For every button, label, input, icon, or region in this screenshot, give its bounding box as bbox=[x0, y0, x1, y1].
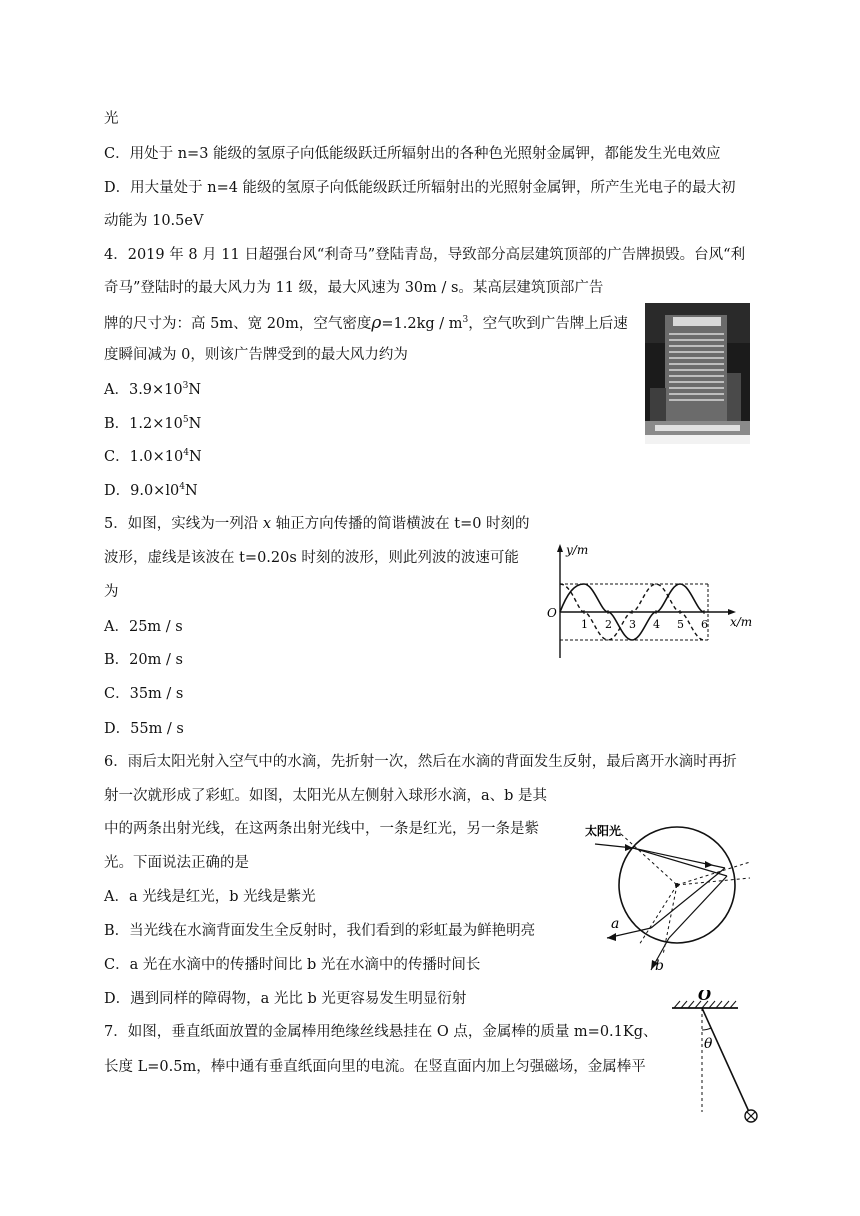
q4-stem-line1: 4．2019 年 8 月 11 日超强台风“利奇马”登陆青岛，导致部分高层建筑顶部的广告牌损毁。台风“利 bbox=[104, 247, 746, 263]
q6-option-a: A．a 光线是红光，b 光线是紫光 bbox=[104, 889, 316, 905]
q4-option-c: C．$1.0\times 10^4N$ bbox=[104, 448, 202, 465]
q5-option-c: C．35m / s bbox=[104, 686, 184, 702]
ray-b-label: b bbox=[655, 958, 664, 974]
q4-option-d: D．$9.0\times l0^4N$ bbox=[104, 482, 198, 499]
wave-figure bbox=[540, 540, 760, 665]
tick-label-2: 2 bbox=[605, 618, 612, 631]
y-axis-arrow bbox=[557, 544, 563, 552]
q5-option-a: A．25m / s bbox=[104, 619, 183, 635]
q5-stem-line1: 5．如图，实线为一列沿 x 轴正方向传播的简谐横波在 t=0 时刻的 bbox=[104, 516, 530, 532]
q4-option-a: A．$3.9\times 10^3N$ bbox=[104, 381, 202, 398]
q6-option-b: B．当光线在水滴背面发生全反射时，我们看到的彩虹最为鲜艳明亮 bbox=[104, 923, 536, 939]
suspension-thread bbox=[702, 1008, 750, 1114]
q5-stem-line2: 波形，虚线是该波在 t=0.20s 时刻的波形，则此列波的波速可能 bbox=[104, 550, 519, 566]
q3-continuation: 光 bbox=[104, 111, 119, 127]
q4-option-b: B．$1.2\times 10^5N$ bbox=[104, 415, 202, 432]
q7-stem-line1: 7．如图，垂直纸面放置的金属棒用绝缘丝线悬挂在 O 点，金属棒的质量 m=0.1Kg、 bbox=[104, 1024, 658, 1040]
tick-label-1: 1 bbox=[581, 618, 588, 631]
tick-label-3: 3 bbox=[629, 618, 636, 631]
q4-stem-line3: 牌的尺寸为：高 5m、宽 20m，空气密度$\rho=1.2kg / m^3$，空气吹到广告牌上后速 bbox=[104, 313, 628, 333]
q6-option-d: D．遇到同样的障碍物，a 光比 b 光更容易发生明显衍射 bbox=[104, 991, 467, 1007]
q5-option-d: D．55m / s bbox=[104, 721, 184, 737]
reflected-ray-a bbox=[651, 868, 725, 928]
droplet-center bbox=[675, 883, 679, 887]
pivot-label: O bbox=[698, 990, 712, 1004]
raindrop-figure bbox=[585, 810, 765, 975]
q5-stem-line3: 为 bbox=[104, 584, 119, 600]
tick-label-6: 6 bbox=[701, 618, 708, 631]
q4-stem-line2: 奇马”登陆时的最大风力为 11 级，最大风速为 30m / s。某高层建筑顶部广告 bbox=[104, 280, 604, 296]
q7-stem-line2: 长度 L=0.5m，棒中通有垂直纸面向里的电流。在竖直面内加上匀强磁场，金属棒平 bbox=[104, 1059, 646, 1075]
q6-stem-line3: 中的两条出射光线，在这两条出射光线中，一条是红光，另一条是紫 bbox=[104, 821, 539, 837]
sunlight-label: 太阳光 bbox=[585, 824, 622, 838]
tick-label-4: 4 bbox=[653, 618, 660, 631]
q4-stem-line4: 度瞬间减为 0，则该广告牌受到的最大风力约为 bbox=[104, 347, 408, 363]
tick-label-5: 5 bbox=[677, 618, 684, 631]
q6-stem-line4: 光。下面说法正确的是 bbox=[104, 855, 249, 871]
q3-option-d-line2: 动能为 10.5eV bbox=[104, 213, 204, 229]
q6-stem-line2: 射一次就形成了彩虹。如图，太阳光从左侧射入球形水滴，a、b 是其 bbox=[104, 788, 548, 804]
refracted-ray-2 bbox=[633, 848, 727, 876]
building-photo bbox=[645, 303, 750, 444]
q5-option-b: B．20m / s bbox=[104, 652, 183, 668]
q3-option-d-line1: D．用大量处于 n=4 能级的氢原子向低能级跃迁所辐射出的光照射金属钾，所产生光电子的最大初 bbox=[104, 180, 736, 196]
ray-a-label: a bbox=[611, 916, 620, 932]
y-axis-label: y/m bbox=[566, 543, 589, 557]
q6-stem-line1: 6．雨后太阳光射入空气中的水滴，先折射一次，然后在水滴的背面发生反射，最后离开水滴时再折 bbox=[104, 754, 737, 770]
x-axis-label: x/m bbox=[730, 615, 753, 629]
q3-option-c: C．用处于 n=3 能级的氢原子向低能级跃迁所辐射出的各种色光照射金属钾，都能发生光电效应 bbox=[104, 146, 721, 162]
origin-label: O bbox=[547, 606, 557, 620]
q6-option-c: C．a 光在水滴中的传播时间比 b 光在水滴中的传播时间长 bbox=[104, 957, 481, 973]
pendulum-figure bbox=[668, 990, 778, 1130]
angle-label: θ bbox=[704, 1036, 713, 1052]
